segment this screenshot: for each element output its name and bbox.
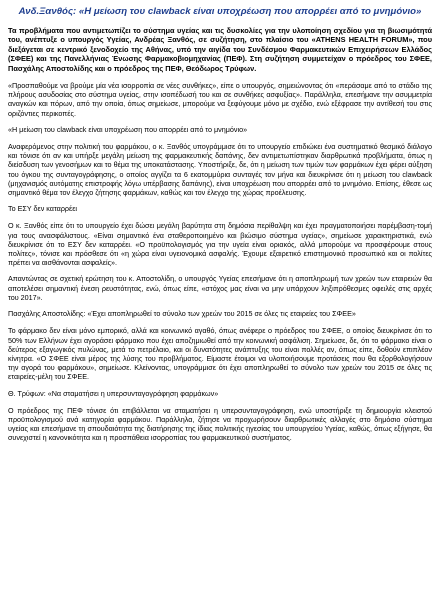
paragraph-drug-policy: Αναφερόμενος στην πολιτική του φαρμάκου, ο κ. Ξανθός υπογράμμισε ότι το υπουργείο επιδιώκει ένα συστηματικό θεσμικό διάλογο και τόνισε ότι αν και υπήρξε μεγάλη μείωση της φαρμακευτικής δαπάνης, δεν αντιμετωπίστηκαν διαρθρωτικά προβλήματα, όπως η διείσδυση των γενοσήμων και το θέμα της υποκατάστασης. Υποστήριξε, δε, ότι η μείωση των τιμών των φαρμάκων έχει φέρει αύξηση του όγκου της συνταγογράφησης, ο οποίος αγγίζει τα 6 εκατομμύρια συνταγές τον μήνα και διευκρίνισε ότι η μείωση του clawback (μηχανισμός αυτόματης επιστροφής λόγω υπέρβασης δαπάνης), είναι υποχρέωση που απορρέει από το μνημόνιο. Επίσης, έθεσε ως σημαντικό θέμα τον έλεγχο ζήτησης φαρμάκων, καθώς και τον έλεγχο της χώρας προέλευσης. xyxy=(8,142,432,198)
paragraph-public-health: Ο κ. Ξανθός είπε ότι το υπουργείο έχει δώσει μεγάλη βαρύτητα στη δημόσια περίθαλψη και έχει πραγματοποιήσει παρέμβαση-τομή για τους ανασφάλιστους. «Είναι σημαντικό ένα σταθεροποιημένο και βιώσιμο σύστημα υγείας», σημείωσε χαρακτηριστικά, ενώ διευκρίνισε ότι το ΕΣΥ δεν καταρρέει. «Ο προϋπολογισμός για την υγεία είναι οριακός, αλλά μπορούμε να προσφέρουμε στους πολίτες», τόνισε και πρόσθεσε ότι «η χώρα είναι υγειονομικά ασφαλής. Έχουμε εξαιρετικό επιστημονικό προσωπικό και οι πολίτες πρέπει να αισθάνονται ασφαλείς». xyxy=(8,221,432,268)
subheading-tryfon: Θ. Τρύφων: «Να σταματήσει η υπερσυνταγογράφηση φαρμάκων» xyxy=(8,388,219,398)
article-lead: Τα προβλήματα που αντιμετωπίζει το σύστημα υγείας και τις δυσκολίες για την υλοποίηση σχεδίου για τη βιωσιμότητά του, ανέπτυξε ο υπουργός Υγείας, Ανδρέας Ξανθός, σε συζήτηση, στο πλαίσιο του «ATHENS HEALTH FORUM», που διεξάγεται σε κεντρικό ξενοδοχείο της Αθήνας, υπό την αιγίδα του Συνδέσμου Φαρμακευτικών Επιχειρήσεων Ελλάδος (ΣΦΕΕ) και της Πανελλήνιας Ένωσης Φαρμακοβιομηχανίας (ΠΕΦ). Στη συζήτηση συμμετείχαν ο πρόεδρος του ΣΦΕΕ, Πασχάλης Αποστολίδης και ο πρόεδρος της ΠΕΦ, Θεόδωρος Τρύφων. xyxy=(8,26,432,73)
article-title: Ανδ.Ξανθός: «Η μείωση του clawback είναι υποχρέωση που απορρέει από το μνημόνιο» xyxy=(18,6,422,17)
paragraph-pef: Ο πρόεδρος της ΠΕΦ τόνισε ότι επιβάλλεται να σταματήσει η υπερσυνταγογράφηση, ενώ υποστήριξε τη δημιουργία κλειστού προϋπολογισμού ανά κατηγορία φαρμάκου. Παράλληλα, ζήτησε να προχωρήσουν διαρθρωτικές αλλαγές στο δημόσιο σύστημα υγείας και επεσήμανε τη σπουδαιότητα της διατήρησης της ίδιας πολιτικής ηγεσίας του υπουργείου Υγείας, καθώς, όπως εξήγησε, θα συνεχιστεί η κανονικότητα και η προσπάθεια ισορροπίας του φαρμακευτικού συστήματος. xyxy=(8,405,432,443)
subheading-apostolidis: Πασχάλης Αποστολίδης: «Έχει αποπληρωθεί το σύνολο των χρεών του 2015 σε όλες τις εταιρείες του ΣΦΕΕ» xyxy=(8,309,356,319)
subheading-esy: Το ΕΣΥ δεν καταρρέει xyxy=(8,204,78,214)
subheading-clawback: «Η μείωση του clawback είναι υποχρέωση που απορρέει από το μνημόνιο» xyxy=(8,124,248,134)
paragraph-debts: Απαντώντας σε σχετική ερώτηση του κ. Αποστολίδη, ο υπουργός Υγείας επεσήμανε ότι η αποπληρωμή των χρεών των εταιρειών θα αποτελέσει σημαντική ένεση ρευστότητας, ενώ, όπως είπε, «στόχος μας είναι να μην υπάρχουν ληξιπρόθεσμες οφειλές στις αρχές του 2017». xyxy=(8,274,432,302)
paragraph-sfee: Το φάρμακο δεν είναι μόνο εμπορικό, αλλά και κοινωνικό αγαθό, όπως ανέφερε ο πρόεδρος του ΣΦΕΕ, ο οποίος διευκρίνισε ότι το 50% των Ελλήνων έχει αγοράσει φάρμακο που έχει αποζημιωθεί από την κοινωνική ασφάλιση. Σημείωσε, δε, ότι το φάρμακο είναι ο δεύτερος εξαγωγικός πυλώνας, μετά το πετρέλαιο, και οι δυνατότητες ανάπτυξης του είναι πολλές αν, όπως είπε, δοθούν επιπλέον κίνητρα. «Ο ΣΦΕΕ είναι μέρος της λύσης του προβλήματος. Είμαστε έτοιμοι να υλοποιήσουμε προτάσεις που θα εξορθολογήσουν την αγορά του φαρμάκου», σημείωσε. Κλείνοντας, υπογράμμισε ότι έχει αποπληρωθεί το σύνολο των χρεών του 2015 σε όλες τις εταιρείες-μέλη του ΣΦΕΕ. xyxy=(8,326,432,382)
paragraph-minister-intro: «Προσπαθούμε να βρούμε μία νέα ισορροπία σε νέες συνθήκες», είπε ο υπουργός, σημειώνοντας ότι «περάσαμε από το στάδιο της πλήρους ασυδοσίας στο σύστημα υγείας, στην ισοπέδωσή του και σε συνθήκες ασφυξίας». Παράλληλα, επεσήμανε την ασυμμετρία αναγκών και πόρων, από την οποία, όπως σημείωσε, μπορούμε να ξεφύγουμε μόνο με σχέδιο, ενώ εξέφρασε την αντίθεσή του στις οριζόντιες περικοπές. xyxy=(8,81,432,118)
